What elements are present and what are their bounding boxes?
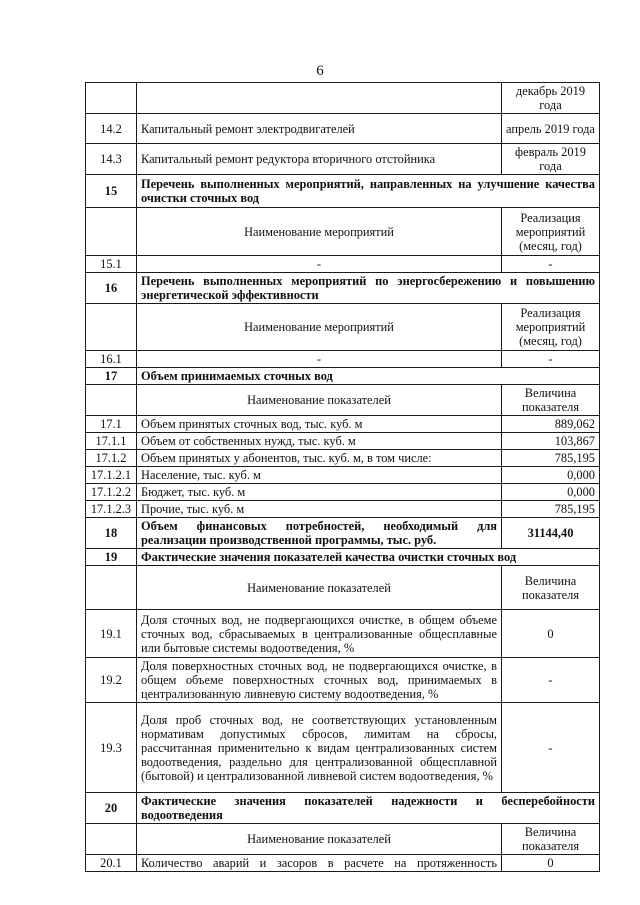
empty-cell (86, 824, 137, 855)
row-name: Капитальный ремонт электродвигателей (137, 114, 502, 144)
table-row (86, 83, 600, 114)
row-number: 19.1 (86, 610, 137, 658)
row-name: Бюджет, тыс. куб. м (137, 484, 502, 501)
section-header-15 (86, 175, 600, 208)
table-row (86, 610, 600, 658)
empty-cell (86, 304, 137, 351)
row-name: - (137, 256, 502, 273)
column-header-row (86, 824, 600, 855)
row-name: Объем принятых сточных вод, тыс. куб. м (137, 416, 502, 433)
section-number: 17 (86, 368, 137, 385)
row-value: 0 (502, 855, 600, 872)
row-number: 17.1.2 (86, 450, 137, 467)
page-number: 6 (316, 63, 324, 79)
row-number: 20.1 (86, 855, 137, 872)
table-row (86, 433, 600, 450)
column-header-value: Реализация мероприятий (месяц, год) (502, 208, 600, 256)
row-name: Доля проб сточных вод, не соответствующих установленным нормативам допустимых сбросов, лимитам на сбросы, рассчитанная применительно к видам централизованных систем водоотведения, раздельно для централизованной общесплавной (бытовой) и централизованной ливневой систем водоотведения, % (137, 703, 502, 793)
row-number: 19.2 (86, 658, 137, 703)
row-value: - (502, 703, 600, 793)
section-title: Объем принимаемых сточных вод (137, 368, 600, 385)
section-number: 19 (86, 549, 137, 566)
column-header-value: Величина показателя (502, 566, 600, 610)
table-row (86, 855, 600, 872)
row-value: 103,867 (502, 433, 600, 450)
row-number: 19.3 (86, 703, 137, 793)
section-header-20 (86, 793, 600, 824)
row-name (137, 83, 502, 114)
table-row (86, 144, 600, 175)
empty-cell (86, 566, 137, 610)
section-header-16 (86, 273, 600, 304)
empty-cell (86, 208, 137, 256)
financial-needs-value: 31144,40 (502, 518, 600, 549)
table-row (86, 501, 600, 518)
row-value: 889,062 (502, 416, 600, 433)
section-number: 20 (86, 793, 137, 824)
row-value: февраль 2019 года (502, 144, 600, 175)
row-name: - (137, 351, 502, 368)
column-header-name: Наименование показателей (137, 566, 502, 610)
table-row (86, 484, 600, 501)
column-header-row (86, 304, 600, 351)
row-name: Население, тыс. куб. м (137, 467, 502, 484)
row-name: Доля поверхностных сточных вод, не подвергающихся очистке, в общем объеме поверхностных сточных вод, принимаемых в централизованную ливневую систему водоотведения, % (137, 658, 502, 703)
row-name: Прочие, тыс. куб. м (137, 501, 502, 518)
column-header-name: Наименование показателей (137, 385, 502, 416)
section-header-17 (86, 368, 600, 385)
column-header-row (86, 385, 600, 416)
section-title: Объем финансовых потребностей, необходимый для реализации производственной программы, тыс. руб. (137, 518, 502, 549)
report-table (85, 82, 600, 872)
table-row (86, 114, 600, 144)
table-row (86, 450, 600, 467)
section-number: 16 (86, 273, 137, 304)
table-row (86, 658, 600, 703)
row-value: 785,195 (502, 450, 600, 467)
row-value: апрель 2019 года (502, 114, 600, 144)
row-number: 17.1.2.1 (86, 467, 137, 484)
row-name: Объем от собственных нужд, тыс. куб. м (137, 433, 502, 450)
column-header-name: Наименование мероприятий (137, 304, 502, 351)
table-row (86, 703, 600, 793)
row-value: - (502, 658, 600, 703)
column-header-value: Реализация мероприятий (месяц, год) (502, 304, 600, 351)
section-title: Фактические значения показателей качества очистки сточных вод (137, 549, 600, 566)
section-header-18 (86, 518, 600, 549)
column-header-value: Величина показателя (502, 824, 600, 855)
column-header-name: Наименование показателей (137, 824, 502, 855)
row-value: 0,000 (502, 467, 600, 484)
row-value: 0,000 (502, 484, 600, 501)
row-number: 14.2 (86, 114, 137, 144)
table-row (86, 416, 600, 433)
section-title: Перечень выполненных мероприятий, направленных на улучшение качества очистки сточных вод (137, 175, 600, 208)
row-name: Доля сточных вод, не подвергающихся очистке, в общем объеме сточных вод, сбрасываемых в централизованные общесплавные или бытовые системы водоотведения, % (137, 610, 502, 658)
column-header-value: Величина показателя (502, 385, 600, 416)
row-number: 16.1 (86, 351, 137, 368)
row-name: Объем принятых у абонентов, тыс. куб. м, в том числе: (137, 450, 502, 467)
empty-cell (86, 385, 137, 416)
table-row (86, 256, 600, 273)
row-value: 785,195 (502, 501, 600, 518)
row-number: 15.1 (86, 256, 137, 273)
column-header-row (86, 208, 600, 256)
row-number: 17.1.1 (86, 433, 137, 450)
row-number: 17.1 (86, 416, 137, 433)
table-row (86, 467, 600, 484)
row-name: Количество аварий и засоров в расчете на протяженность (137, 855, 502, 872)
row-value: 0 (502, 610, 600, 658)
row-number: 17.1.2.3 (86, 501, 137, 518)
column-header-name: Наименование мероприятий (137, 208, 502, 256)
row-value: - (502, 256, 600, 273)
section-number: 15 (86, 175, 137, 208)
section-number: 18 (86, 518, 137, 549)
row-number (86, 83, 137, 114)
section-title: Перечень выполненных мероприятий по энергосбережению и повышению энергетической эффективности (137, 273, 600, 304)
table-row (86, 351, 600, 368)
row-number: 14.3 (86, 144, 137, 175)
row-number: 17.1.2.2 (86, 484, 137, 501)
column-header-row (86, 566, 600, 610)
section-title: Фактические значения показателей надежности и бесперебойности водоотведения (137, 793, 600, 824)
row-name: Капитальный ремонт редуктора вторичного отстойника (137, 144, 502, 175)
row-value: - (502, 351, 600, 368)
row-value: декабрь 2019 года (502, 83, 600, 114)
section-header-19 (86, 549, 600, 566)
